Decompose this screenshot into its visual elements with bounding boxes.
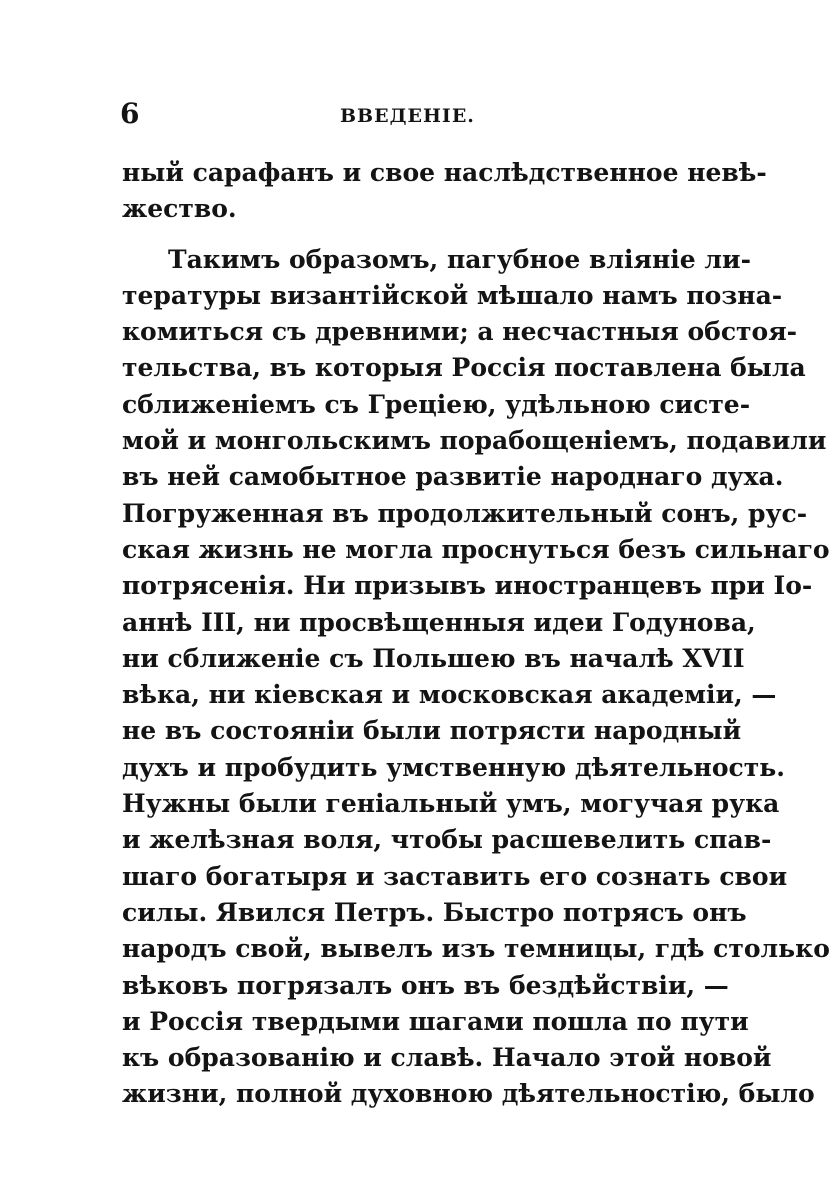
text-line: къ образованію и славѣ. Начало этой новой: [122, 1043, 772, 1073]
text-line: Нужны были геніальный умъ, могучая рука: [122, 789, 780, 819]
page-number: 6: [120, 97, 140, 130]
text-line: тературы византійской мѣшало намъ позна-: [122, 280, 783, 310]
section-title: ВВЕДЕНІЕ.: [340, 105, 475, 127]
text-line: и Россія твердыми шагами пошла по пути: [122, 1006, 749, 1036]
text-line: потрясенія. Ни призывъ иностранцевъ при Іо-: [122, 571, 813, 601]
text-line: комиться съ древними; а несчастныя обстоя-: [122, 317, 798, 347]
text-line: и желѣзная воля, чтобы расшевелить спав-: [122, 825, 772, 855]
text-line: духъ и пробудить умственную дѣятельность.: [122, 752, 785, 782]
text-line: народъ свой, вывелъ изъ темницы, гдѣ столько: [122, 934, 830, 964]
text-line: Погруженная въ продолжительный сонъ, рус-: [122, 498, 808, 528]
text-line: силы. Явился Петръ. Быстро потрясъ онъ: [122, 897, 747, 927]
body-text: [122, 155, 830, 1113]
text-line: Такимъ образомъ, пагубное вліяніе ли-: [168, 244, 751, 274]
paragraph-2: [122, 242, 830, 1113]
text-line: жизни, полной духовною дѣятельностію, было: [122, 1079, 815, 1109]
text-line: вѣка, ни кіевская и московская академіи, —: [122, 680, 777, 710]
text-line: мой и монгольскимъ порабощеніемъ, подавили: [122, 426, 827, 456]
text-line: шаго богатыря и заставить его сознать свои: [122, 861, 788, 891]
text-line: ская жизнь не могла проснуться безъ сильнаго: [122, 534, 830, 564]
paragraph-1: [122, 155, 767, 228]
text-line: не въ состояніи были потрясти народный: [122, 716, 742, 746]
text-line: сближеніемъ съ Греціею, удѣльною систе-: [122, 389, 751, 419]
text-line: тельства, въ которыя Россія поставлена была: [122, 353, 806, 383]
text-line: вѣковъ погрязалъ онъ въ бездѣйствіи, —: [122, 970, 729, 1000]
text-line: ный сарафанъ и свое наслѣдственное невѣ-: [122, 158, 767, 187]
text-line: въ ней самобытное развитіе народнаго духа.: [122, 462, 784, 492]
text-line: жество.: [122, 194, 237, 224]
running-head: [120, 96, 672, 136]
text-line: ни сближеніе съ Польшею въ началѣ XVII: [122, 643, 745, 673]
text-line: аннѣ III, ни просвѣщенныя идеи Годунова,: [122, 607, 756, 637]
